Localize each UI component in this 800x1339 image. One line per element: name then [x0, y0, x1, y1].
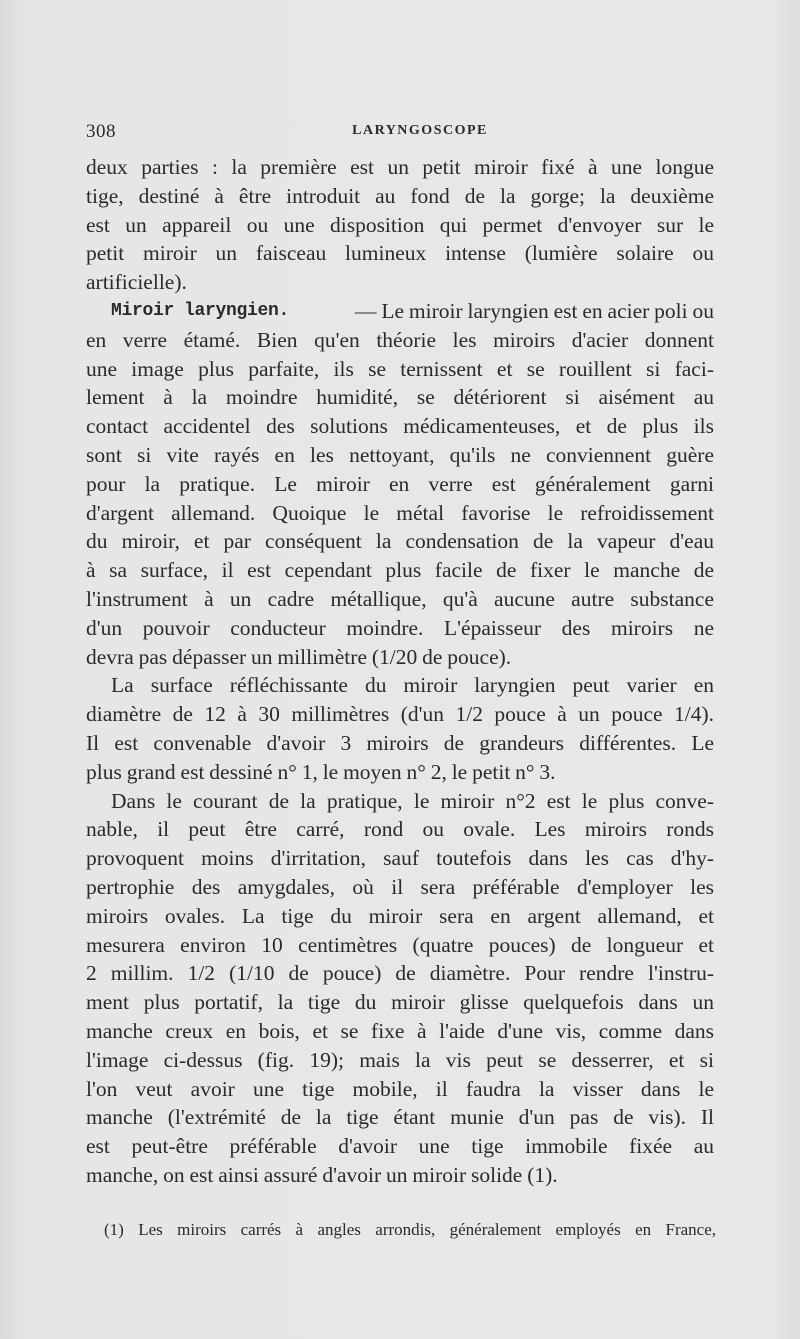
- page-header: [86, 121, 714, 145]
- text-line: devra pas dépasser un millimètre (1/20 de pouce).: [86, 644, 512, 669]
- footnote: (1) Les miroirs carrés à angles arrondis, généralement employés en France,: [104, 1220, 716, 1239]
- text-line: sont si vite rayés en les nettoyant, qu'ils ne conviennent guère: [86, 442, 714, 467]
- text-line: petit miroir un faisceau lumineux intense (lumière solaire ou: [86, 241, 714, 266]
- running-title: LARYNGOSCOPE: [352, 123, 488, 138]
- text-line: manche, on est ainsi assuré d'avoir un miroir solide (1).: [86, 1162, 558, 1187]
- section-heading: Miroir laryngien.: [111, 300, 290, 321]
- text-line: pertrophie des amygdales, où il sera préférable d'employer les: [86, 874, 714, 899]
- text-line: 2 millim. 1/2 (1/10 de pouce) de diamètre. Pour rendre l'instru-: [86, 961, 714, 986]
- page-number: 308: [86, 121, 116, 142]
- text-line: est peut-être préférable d'avoir une tige immobile fixée au: [86, 1134, 714, 1159]
- text-line: pour la pratique. Le miroir en verre est généralement garni: [86, 471, 714, 496]
- text-line: artificielle).: [86, 270, 187, 295]
- text-line: manche creux en bois, et se fixe à l'aide d'une vis, comme dans: [86, 1018, 714, 1043]
- text-line: à sa surface, il est cependant plus facile de fixer le manche de: [86, 558, 714, 583]
- text-line: plus grand est dessiné n° 1, le moyen n° 2, le petit n° 3.: [86, 759, 556, 784]
- text-line: Il est convenable d'avoir 3 miroirs de grandeurs différentes. Le: [86, 730, 714, 755]
- text-line: du miroir, et par conséquent la condensation de la vapeur d'eau: [86, 529, 714, 554]
- text-line: tige, destiné à être introduit au fond de la gorge; la deuxième: [86, 183, 714, 208]
- text-line: mesurera environ 10 centimètres (quatre pouces) de longueur et: [86, 932, 714, 957]
- text-line: — Le miroir laryngien est en acier poli ou: [355, 298, 714, 323]
- text-line: manche (l'extrémité de la tige étant munie d'un pas de vis). Il: [86, 1105, 714, 1130]
- text-line: Dans le courant de la pratique, le miroir n°2 est le plus conve-: [111, 788, 714, 813]
- text-line: l'image ci-dessus (fig. 19); mais la vis peut se desserrer, et si: [86, 1047, 714, 1072]
- text-line: provoquent moins d'irritation, sauf toutefois dans les cas d'hy-: [86, 846, 714, 871]
- text-line: l'on veut avoir une tige mobile, il faudra la visser dans le: [86, 1076, 714, 1101]
- text-line: ment plus portatif, la tige du miroir glisse quelquefois dans un: [86, 990, 714, 1015]
- text-line: lement à la moindre humidité, se détériorent si aisément au: [86, 385, 714, 410]
- text-line: en verre étamé. Bien qu'en théorie les miroirs d'acier donnent: [86, 327, 714, 352]
- text-line: La surface réfléchissante du miroir laryngien peut varier en: [111, 673, 714, 698]
- text-line: est un appareil ou une disposition qui permet d'envoyer sur le: [86, 212, 714, 237]
- text-line: une image plus parfaite, ils se ternissent et se rouillent si faci-: [86, 356, 714, 381]
- text-line: diamètre de 12 à 30 millimètres (d'un 1/2 pouce à un pouce 1/4).: [86, 702, 714, 727]
- text-line: nable, il peut être carré, rond ou ovale. Les miroirs ronds: [86, 817, 714, 842]
- text-line: d'argent allemand. Quoique le métal favorise le refroidissement: [86, 500, 714, 525]
- text-line: contact accidentel des solutions médicamenteuses, et de plus ils: [86, 414, 714, 439]
- text-line: deux parties : la première est un petit miroir fixé à une longue: [86, 155, 714, 179]
- text-line: miroirs ovales. La tige du miroir sera en argent allemand, et: [86, 903, 714, 928]
- section-line: [86, 297, 714, 326]
- body-text: [86, 153, 714, 1190]
- text-line: d'un pouvoir conducteur moindre. L'épaisseur des miroirs ne: [86, 615, 714, 640]
- text-line: l'instrument à un cadre métallique, qu'à aucune autre substance: [86, 586, 714, 611]
